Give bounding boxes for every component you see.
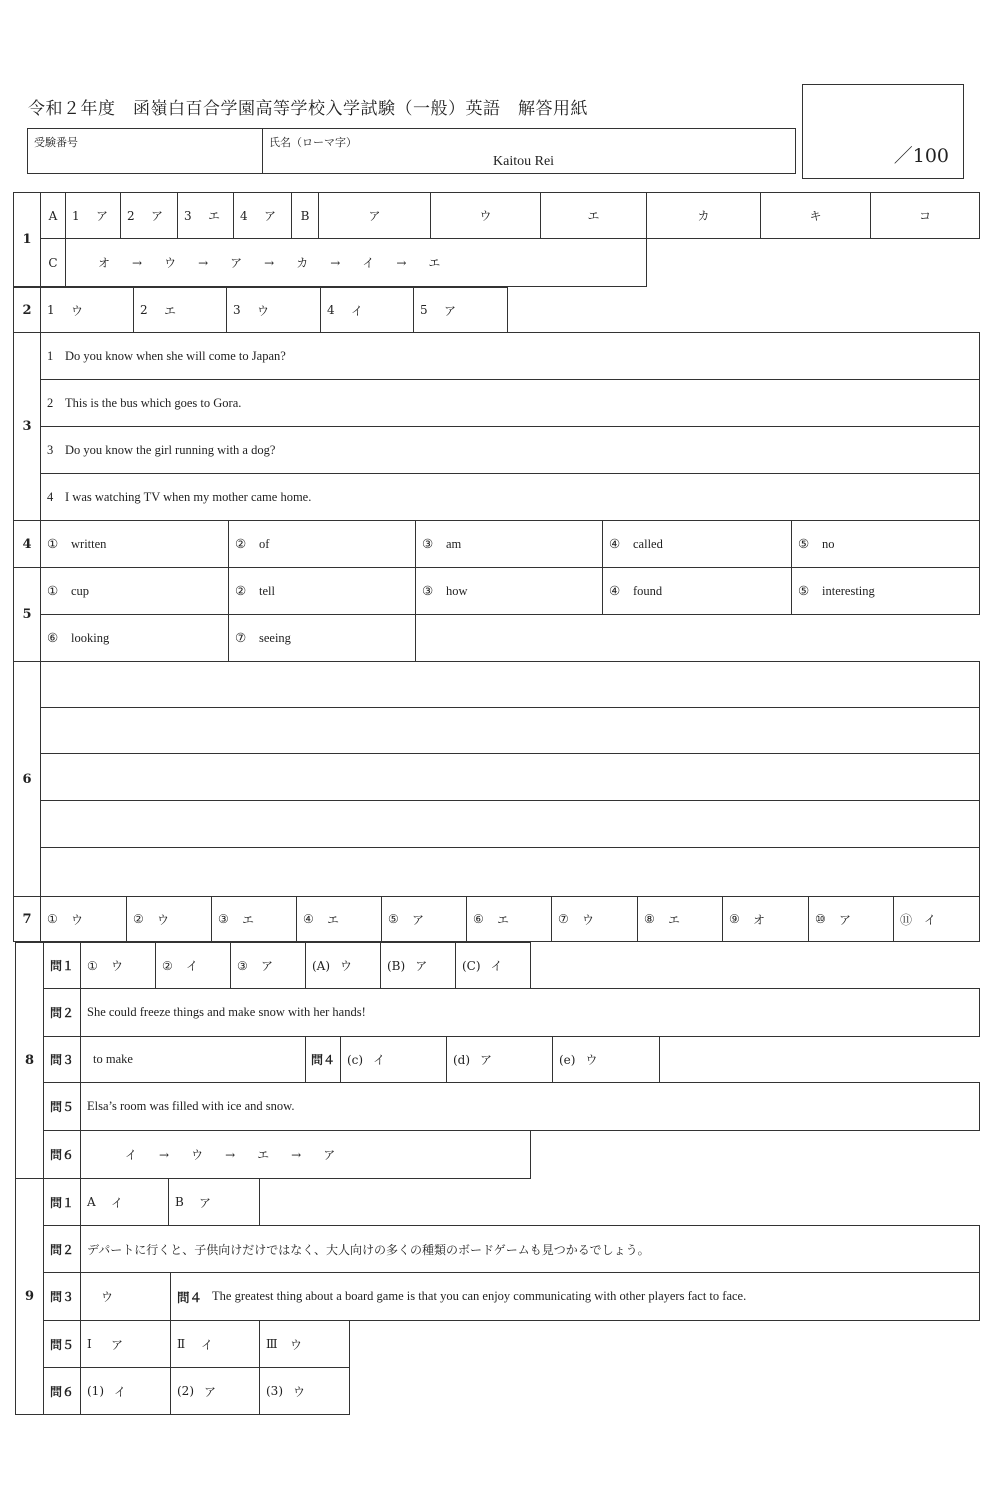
item-answer: no [822,536,835,551]
item-answer: イ [924,912,937,927]
item-number: ① [47,584,59,598]
q9-m4-label: 問４ [177,1290,203,1305]
item-number: ② [162,958,173,973]
item-number: 4 [47,489,54,504]
item-answer: イ [373,1053,386,1067]
q7-cell[interactable] [211,896,297,942]
q1-a-cell[interactable] [177,192,234,239]
q1-a-label: A [40,192,66,239]
name-field[interactable] [262,128,796,174]
q3-row[interactable] [40,332,980,380]
item-answer: This is the bus which goes to Gora. [65,395,242,410]
q9-m6-cell[interactable] [170,1367,260,1415]
q9-m2-cell[interactable]: デパートに行くと、子供向けだけではなく、大人向けの多くの種類のボードゲームも見つかるでしょう。 [80,1225,980,1273]
q1-c-cell[interactable] [65,238,647,287]
q1-b-cell[interactable]: エ [540,192,647,239]
q8-m6-cell[interactable] [80,1130,531,1179]
item-number: ⑦ [235,631,247,645]
item-number: ⑥ [47,631,59,645]
q7-cell[interactable] [722,896,809,942]
item-answer: ウ [582,912,595,927]
item-number: (B) [387,958,406,973]
q9-m4-answer: The greatest thing about a board game is that you can enjoy communicating with other players fact to face. [212,1289,747,1303]
item-number: ③ [218,912,229,926]
item-answer: エ [164,303,177,318]
q8-m4-cell[interactable] [446,1036,553,1083]
item-number: (3) [266,1384,283,1398]
item-answer: ア [415,959,428,973]
item-number: 1 [47,303,55,317]
item-answer: ア [199,1195,212,1210]
name-value: Kaitou Rei [493,154,555,169]
arrow-icon: → [264,255,275,270]
q2-cell[interactable] [133,287,227,333]
item-answer: seeing [259,630,291,645]
item-number: ⑤ [388,912,399,926]
q6-blank-row[interactable] [40,707,980,754]
item-answer: Do you know the girl running with a dog? [65,442,276,457]
q3-row[interactable] [40,379,980,427]
section-label-9: 9 [15,1178,44,1415]
q1-b-cell[interactable]: ウ [430,192,541,239]
arrow-icon: → [159,1147,170,1162]
q1-b-cell[interactable]: ア [318,192,431,239]
item-number: ⑤ [798,584,810,598]
q9-m3-cell[interactable]: ウ [80,1272,171,1321]
name-label: 氏名（ローマ字） [269,136,357,149]
item-answer: ア [839,912,852,927]
item-number: ③ [422,537,434,551]
q8-m5-label: 問５ [43,1082,81,1131]
section-label-6: 6 [13,661,41,897]
item-number: A [87,1195,96,1209]
q9-m3-label: 問３ [43,1272,81,1321]
q7-cell[interactable] [126,896,212,942]
q8-m3-label: 問３ [43,1036,81,1083]
item-answer: ア [96,209,109,223]
q2-cell[interactable] [226,287,321,333]
item-answer: am [446,536,462,551]
item-answer: イ [114,1384,127,1399]
item-answer: ウ [340,959,353,973]
item-number: 2 [140,303,148,317]
q4-cell[interactable] [415,520,603,568]
item-answer: interesting [822,583,875,598]
item-answer: ア [151,209,164,223]
item-answer: エ [668,912,681,927]
item-answer: ア [261,959,274,973]
item-answer: of [259,536,270,551]
arrow-icon: → [198,255,209,270]
q7-cell[interactable] [40,896,127,942]
item-number: Ⅱ [177,1337,186,1351]
item-answer: エ [327,912,340,927]
item-number: (C) [462,958,481,973]
q7-cell[interactable] [296,896,382,942]
q4-cell[interactable] [228,520,416,568]
item-number: (e) [559,1052,576,1067]
q9-m1-cell[interactable] [80,1178,169,1226]
item-number: ① [87,958,98,973]
item-number: ② [235,537,247,551]
item-answer: found [633,583,663,598]
q2-cell[interactable] [413,287,508,333]
q7-cell[interactable] [381,896,467,942]
item-answer: tell [259,583,275,598]
q3-row[interactable] [40,426,980,474]
q8-m5-cell[interactable]: Elsa’s room was filled with ice and snow. [80,1082,980,1131]
item-answer: ア [444,303,457,318]
q9-m6-cell[interactable] [259,1367,350,1415]
q5-cell[interactable] [40,614,229,662]
item-answer: ウ [585,1053,598,1067]
score-box [802,84,964,179]
q1-b-cell[interactable]: カ [646,192,761,239]
q9-m1-cell[interactable] [168,1178,260,1226]
q5-cell[interactable] [40,567,229,615]
q1-b-cell[interactable]: コ [870,192,980,239]
seq-item: イ [125,1148,138,1162]
q8-m1-cell[interactable] [155,942,231,989]
q5-cell[interactable] [415,567,603,615]
q9-m5-cell[interactable] [259,1320,350,1368]
item-answer: エ [497,912,510,927]
section-label-7: 7 [13,896,41,942]
q2-cell[interactable] [40,287,134,333]
q6-blank-row[interactable] [40,847,980,897]
q9-m5-label: 問５ [43,1320,81,1368]
item-number: Ⅰ [87,1337,92,1351]
seq-item: エ [428,256,441,270]
q9-m5-cell[interactable] [80,1320,171,1368]
item-answer: ウ [71,912,84,927]
q9-m5-cell[interactable] [170,1320,260,1368]
item-number: ⑩ [815,912,826,926]
item-number: Ⅲ [266,1337,278,1351]
q6-blank-row[interactable] [40,661,980,708]
item-number: (2) [177,1384,194,1398]
q9-m2-label: 問２ [43,1225,81,1273]
q1-b-label: B [291,192,319,239]
item-number: 4 [240,208,248,223]
item-answer: ウ [293,1384,306,1399]
q7-cell[interactable] [551,896,638,942]
item-answer: エ [242,912,255,927]
q1-a-cell[interactable] [120,192,178,239]
item-number: ⑦ [558,912,569,926]
section-label-2: 2 [13,287,41,333]
q8-m4-cell[interactable] [340,1036,447,1083]
q9-m6-label: 問６ [43,1367,81,1415]
item-number: ⑥ [473,912,484,926]
item-answer: looking [71,630,110,645]
item-answer: イ [186,959,199,973]
item-answer: オ [753,912,766,927]
seq-item: オ [98,256,111,270]
item-number: ⑨ [729,912,740,926]
q8-m1-cell[interactable] [380,942,456,989]
item-answer: ウ [257,303,270,318]
q4-cell[interactable] [602,520,792,568]
section-label-5: 5 [13,567,41,662]
q8-m4-label: 問４ [305,1036,341,1083]
q1-a-cell[interactable] [233,192,292,239]
q7-cell[interactable] [637,896,723,942]
item-number: ⑤ [798,537,810,551]
item-answer: イ [351,303,364,318]
seq-item: ア [230,256,243,270]
q4-cell[interactable] [40,520,229,568]
q4-cell[interactable] [791,520,980,568]
item-answer: ア [111,1337,124,1352]
item-number: ④ [303,912,314,926]
item-number: 5 [420,303,428,317]
seq-item: イ [362,256,375,270]
item-number: (1) [87,1384,104,1398]
item-answer: Do you know when she will come to Japan? [65,348,286,363]
q8-m1-cell[interactable] [230,942,306,989]
seq-item: カ [296,256,309,270]
q7-cell[interactable] [466,896,552,942]
seq-item: エ [257,1148,270,1162]
arrow-icon: → [291,1147,302,1162]
q6-blank-row[interactable] [40,753,980,801]
q3-row[interactable] [40,473,980,521]
q8-m3-cell[interactable]: to make [80,1036,306,1083]
item-number: (A) [312,958,331,973]
item-answer: ウ [111,959,124,973]
q5-cell[interactable] [791,567,980,615]
item-number: ① [47,537,59,551]
q5-cell[interactable] [228,614,416,662]
item-answer: ウ [157,912,170,927]
item-number: 1 [47,348,54,363]
item-number: 2 [47,395,54,410]
item-number: (c) [347,1052,364,1067]
q8-m1-cell[interactable] [305,942,381,989]
q2-cell[interactable] [320,287,414,333]
item-number: 3 [47,442,54,457]
item-answer: ア [412,912,425,927]
item-number: 3 [233,303,241,317]
item-answer: ウ [71,303,84,318]
q8-m4-cell[interactable] [552,1036,660,1083]
item-number: ⑪ [900,912,913,927]
q8-m2-cell[interactable]: She could freeze things and make snow with her hands! [80,988,980,1037]
arrow-icon: → [330,255,341,270]
item-answer: イ [490,959,503,973]
q7-cell[interactable] [808,896,894,942]
item-answer: ア [480,1053,493,1067]
item-answer: ウ [290,1337,303,1352]
item-number: ④ [609,584,621,598]
score-text: ／100 [893,145,949,167]
section-label-1: 1 [13,192,41,287]
section-label-8: 8 [15,942,44,1179]
q6-blank-row[interactable] [40,800,980,848]
arrow-icon: → [225,1147,236,1162]
seq-item: ア [323,1148,336,1162]
item-number: 2 [127,208,135,223]
item-number: B [175,1195,184,1209]
item-number: (d) [453,1052,471,1067]
q5-cell[interactable] [228,567,416,615]
arrow-icon: → [396,255,407,270]
page-title: 令和２年度 函嶺白百合学園高等学校入学試験（一般）英語 解答用紙 [28,99,588,119]
item-answer: called [633,536,663,551]
item-answer: エ [208,209,221,223]
q5-cell[interactable] [602,567,792,615]
section-label-4: 4 [13,520,41,568]
q7-cell[interactable] [893,896,980,942]
q1-b-cell[interactable]: キ [760,192,871,239]
item-number: ③ [422,584,434,598]
q8-m6-label: 問６ [43,1130,81,1179]
item-answer: written [71,536,107,551]
section-label-3: 3 [13,332,41,521]
item-answer: I was watching TV when my mother came home. [65,489,312,504]
item-number: 4 [327,303,335,317]
item-answer: ア [204,1384,217,1399]
q9-m6-cell[interactable] [80,1367,171,1415]
item-number: ⑧ [644,912,655,926]
q8-m1-cell[interactable] [455,942,531,989]
item-answer: how [446,583,468,598]
item-answer: イ [201,1337,214,1352]
q9-m4-cell[interactable] [170,1272,980,1321]
q8-m1-cell[interactable] [80,942,156,989]
q9-m1-label: 問１ [43,1178,81,1226]
exam-number-label: 受験番号 [34,136,78,149]
item-number: ② [235,584,247,598]
item-number: ② [133,912,144,926]
item-answer: cup [71,583,90,598]
q8-m2-label: 問２ [43,988,81,1037]
item-number: 3 [184,208,192,223]
q8-m1-label: 問１ [43,942,81,989]
seq-item: ウ [191,1148,204,1162]
arrow-icon: → [132,255,143,270]
item-number: ③ [237,958,248,973]
item-number: ① [47,912,58,926]
item-number: 1 [72,208,80,223]
item-answer: ア [264,209,277,223]
q1-c-label: C [40,238,66,287]
exam-number-field[interactable] [27,128,263,174]
item-answer: イ [111,1195,124,1210]
seq-item: ウ [164,256,177,270]
q1-a-cell[interactable] [65,192,121,239]
item-number: ④ [609,537,621,551]
